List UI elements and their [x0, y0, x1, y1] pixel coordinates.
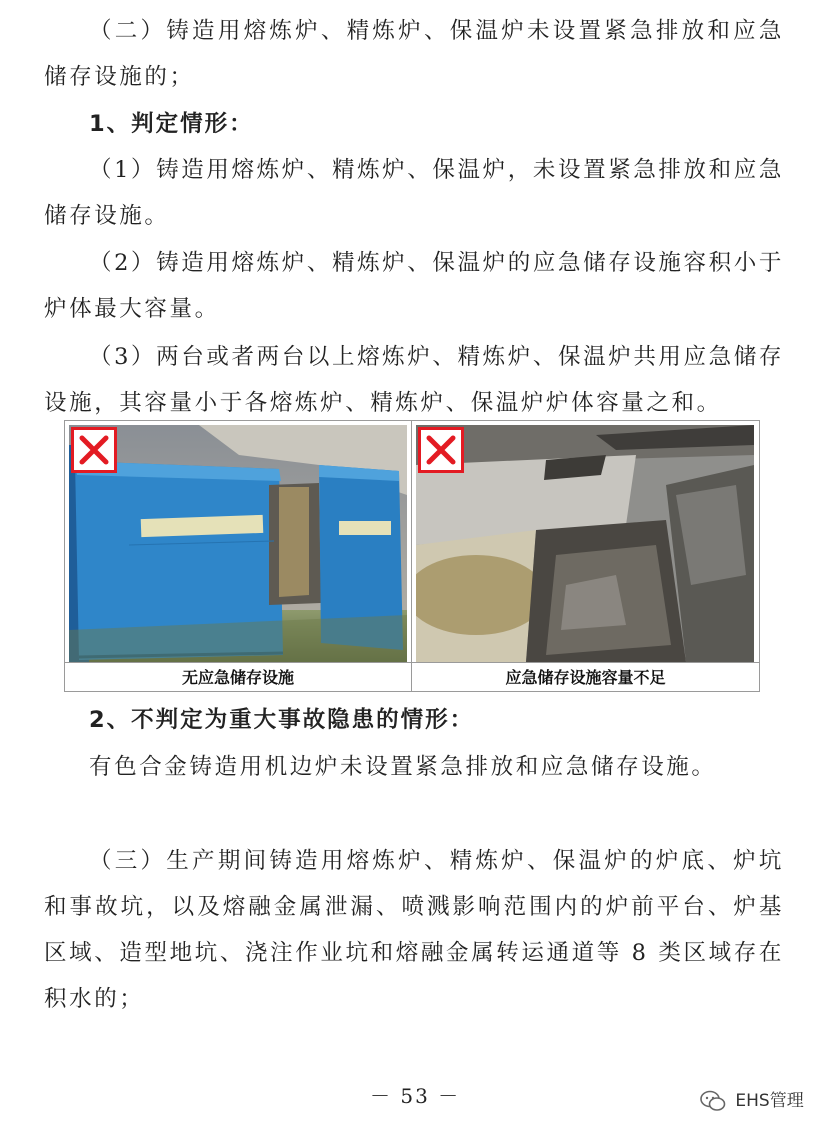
caption-left: 无应急储存设施: [65, 662, 411, 692]
paragraph-case-3: （3）两台或者两台以上熔炼炉、精炼炉、保温炉共用应急储存设施，其容量小于各熔炼炉、精炼炉、保温炉炉体容量之和。: [44, 344, 784, 416]
red-x-icon: [71, 427, 117, 473]
page-number: － 53 －: [370, 1084, 461, 1108]
heading-determination: 1、判定情形：: [89, 111, 254, 137]
watermark-text: EHS管理: [735, 1091, 804, 1111]
heading-not-determined: 2、不判定为重大事故隐患的情形：: [89, 707, 475, 733]
watermark: [700, 1086, 804, 1114]
paragraph-item-2: （二）铸造用熔炼炉、精炼炉、保温炉未设置紧急排放和应急储存设施的；: [44, 18, 784, 90]
paragraph-case-2: （2）铸造用熔炼炉、精炼炉、保温炉的应急储存设施容积小于炉体最大容量。: [44, 250, 784, 322]
caption-right: 应急储存设施容量不足: [412, 662, 759, 692]
emergency-pit-photo: [416, 425, 754, 662]
red-x-icon: [418, 427, 464, 473]
wechat-icon: [700, 1091, 735, 1111]
paragraph-exception: 有色合金铸造用机边炉未设置紧急排放和应急储存设施。: [89, 754, 717, 780]
figure-cell-right: [412, 421, 759, 691]
figure-table: [64, 420, 760, 692]
furnace-cabinet-photo: [69, 425, 407, 662]
paragraph-case-1: （1）铸造用熔炼炉、精炼炉、保温炉，未设置紧急排放和应急储存设施。: [44, 157, 784, 229]
paragraph-item-3: （三）生产期间铸造用熔炼炉、精炼炉、保温炉的炉底、炉坑和事故坑，以及熔融金属泄漏、喷溅影响范围内的炉前平台、炉基区域、造型地坑、浇注作业坑和熔融金属转运通道等 8 类区域存在积水的；: [44, 848, 784, 1012]
figure-cell-left: [65, 421, 412, 691]
